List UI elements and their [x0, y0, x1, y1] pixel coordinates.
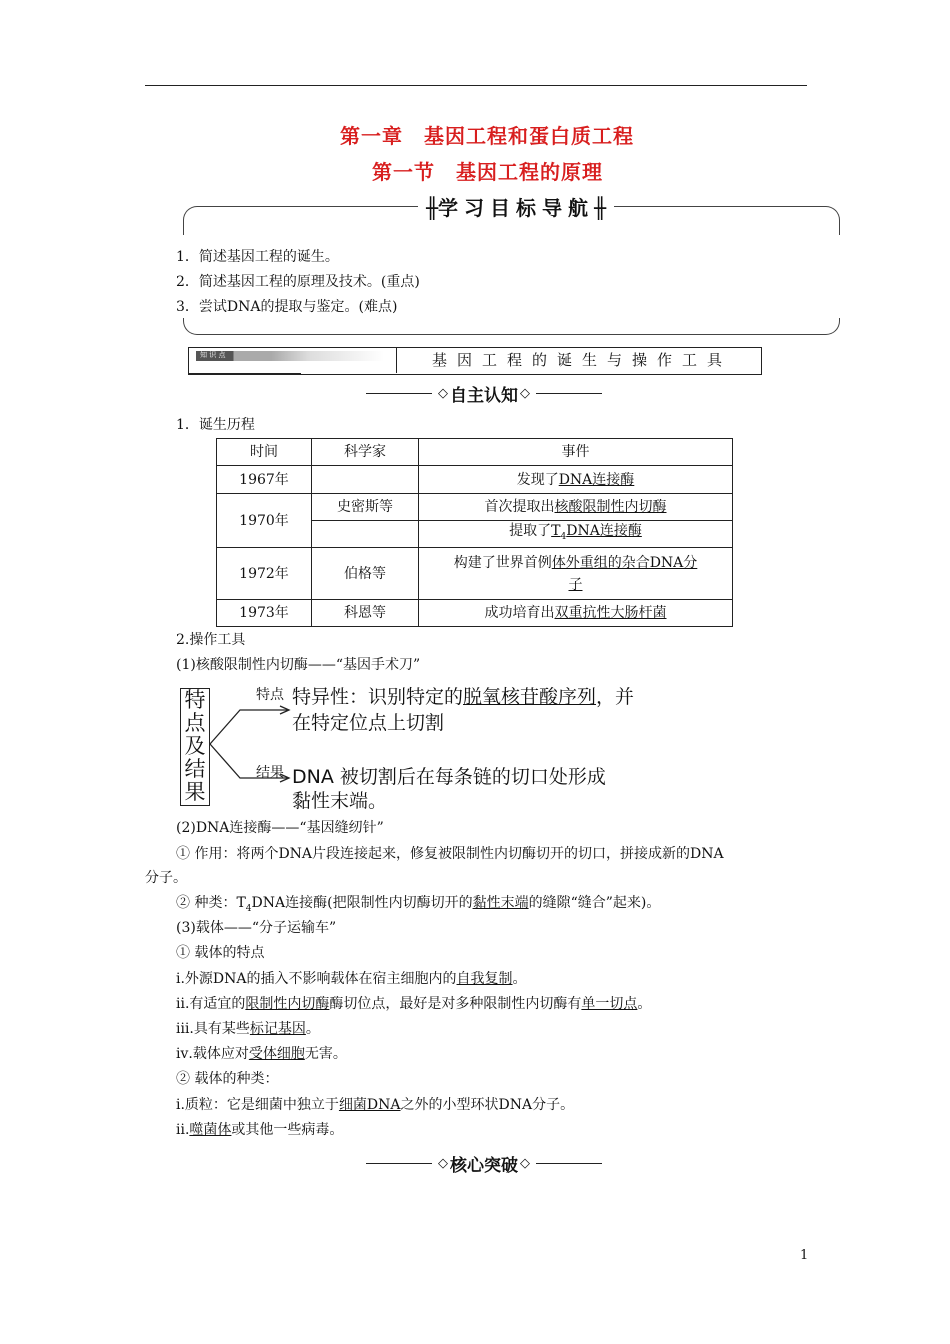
cell-scientist [312, 521, 419, 548]
cell-event: 首次提取出核酸限制性内切酶 [419, 494, 733, 521]
self-study-heading: ◇ 自主认知 ◇ [362, 381, 606, 406]
vector-type-item: ⅰ.质粒：它是细菌中独立于细菌DNA之外的小型环状DNA分子。 [176, 1097, 575, 1113]
goal-item: 1．简述基因工程的诞生。 [176, 249, 339, 265]
cell-event: 构建了世界首例体外重组的杂合DNA分 子 [419, 548, 733, 600]
knowledge-point-underline [188, 373, 301, 374]
col-header-time: 时间 [217, 439, 312, 466]
cell-scientist: 史密斯等 [312, 494, 419, 521]
knowledge-point-title: 基因工程的诞生与操作工具 [432, 351, 733, 369]
vector-feature-item: ⅱ.有适宜的限制性内切酶酶切位点，最好是对多种限制性内切酶有单一切点。 [176, 996, 652, 1012]
feature-result-box: 特 点 及 结 果 [180, 688, 210, 806]
goals-heading: ╫学习目标导航╫ [418, 192, 614, 221]
knowledge-point-divider [396, 347, 397, 373]
result-text-line2: 黏性末端。 [292, 790, 388, 812]
branch-label-result: 结果 [256, 765, 284, 781]
vector-types-heading: ② 载体的种类： [176, 1071, 279, 1087]
history-heading: 1．诞生历程 [176, 417, 255, 433]
page-number: 1 [800, 1248, 809, 1263]
history-table [216, 438, 733, 627]
col-header-event: 事件 [419, 439, 733, 466]
cell-year: 1967年 [217, 466, 312, 494]
feature-text-line2: 在特定位点上切割 [292, 712, 445, 734]
cell-year: 1970年 [217, 494, 312, 548]
result-text-line1: DNA 被切割后在每条链的切口处形成 [292, 766, 606, 788]
ligase-type: ② 种类：$T_4DNA$连接酶(把限制性内切酶切开的黏性末端的缝隙“缝合”起来)。 [176, 895, 661, 914]
feature-text-line1: 特异性：识别特定的脱氧核苷酸序列，并 [292, 686, 635, 708]
vector-heading: (3)载体——“分子运输车” [176, 920, 337, 936]
goal-item: 3．尝试DNA的提取与鉴定。(难点) [176, 299, 398, 315]
cell-event: 发现了DNA连接酶 [419, 466, 733, 494]
ligase-heading: (2)DNA连接酶——“基因缝纫针” [176, 820, 384, 836]
branch-label-feature: 特点 [256, 687, 284, 703]
vector-feature-item: ⅲ.具有某些标记基因。 [176, 1021, 320, 1037]
vector-type-item: ⅱ.噬菌体或其他一些病毒。 [176, 1122, 344, 1138]
cell-scientist [312, 466, 419, 494]
cell-event: 提取了$T_4DNA$连接酶 [419, 521, 733, 548]
section-title: 第一节 基因工程的原理 [372, 160, 603, 184]
header-rule [145, 85, 807, 86]
core-heading: ◇ 核心突破 ◇ [362, 1151, 606, 1176]
ligase-function-cont: 分子。 [145, 870, 187, 886]
vector-features-heading: ① 载体的特点 [176, 945, 265, 961]
enzyme-heading: (1)核酸限制性内切酶——“基因手术刀” [176, 657, 421, 673]
cell-scientist: 伯格等 [312, 548, 419, 600]
cell-event: 成功培育出双重抗性大肠杆菌 [419, 600, 733, 627]
cell-scientist: 科恩等 [312, 600, 419, 627]
ligase-function: ① 作用：将两个DNA片段连接起来，修复被限制性内切酶切开的切口，拼接成新的DNA [176, 846, 724, 862]
enzyme-feature-diagram [176, 682, 656, 812]
vector-feature-item: ⅰ.外源DNA的插入不影响载体在宿主细胞内的自我复制。 [176, 971, 527, 987]
tools-heading: 2.操作工具 [176, 632, 246, 648]
goals-frame-bottom [183, 318, 840, 335]
cell-year: 1973年 [217, 600, 312, 627]
knowledge-point-badge: 知 识 点 [196, 351, 384, 361]
col-header-scientist: 科学家 [312, 439, 419, 466]
cell-year: 1972年 [217, 548, 312, 600]
goal-item: 2．简述基因工程的原理及技术。(重点) [176, 274, 420, 290]
vector-feature-item: ⅳ.载体应对受体细胞无害。 [176, 1046, 347, 1062]
chapter-title: 第一章 基因工程和蛋白质工程 [340, 124, 634, 148]
